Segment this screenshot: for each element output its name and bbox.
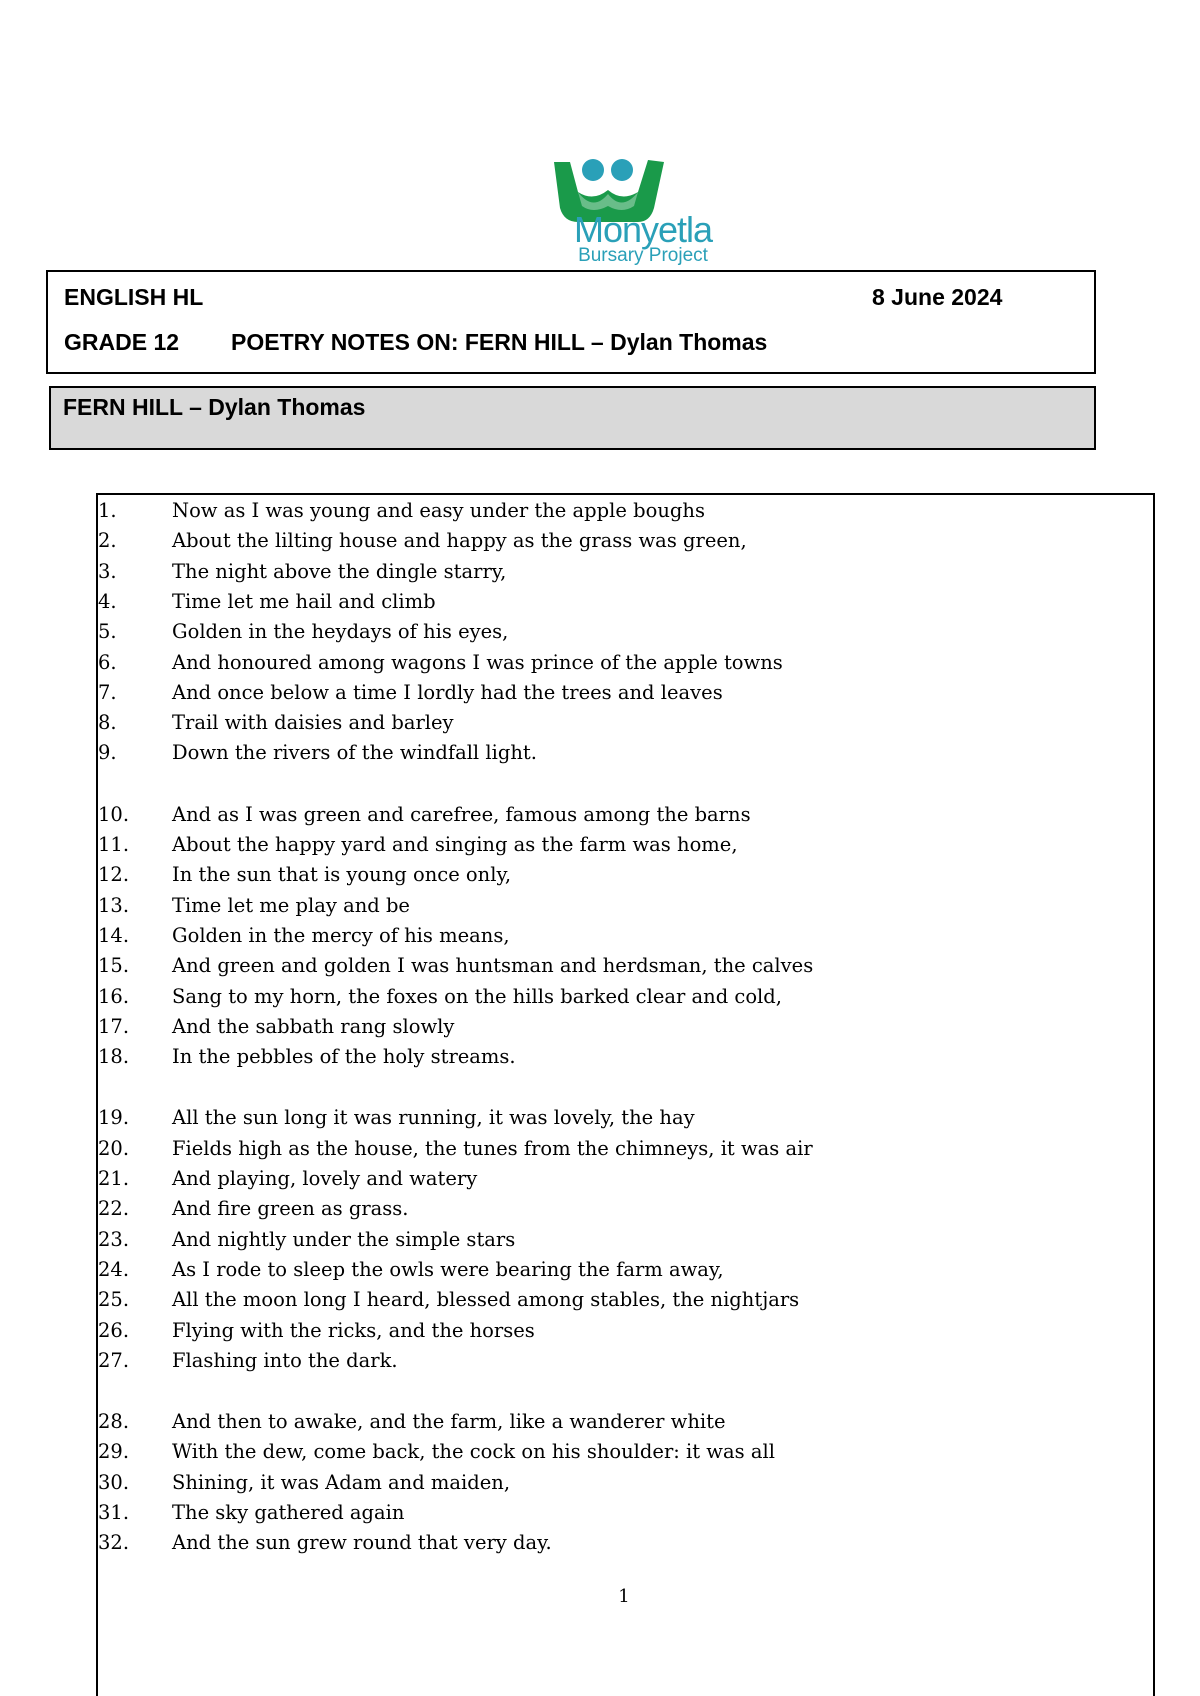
line-text: And nightly under the simple stars xyxy=(172,1227,516,1251)
line-text: Flying with the ricks, and the horses xyxy=(172,1318,535,1342)
line-number: 25. xyxy=(98,1288,130,1312)
poem-line xyxy=(98,1316,1098,1346)
line-text: Time let me play and be xyxy=(172,893,410,917)
line-number: 1. xyxy=(98,499,117,522)
poem-line xyxy=(98,1528,1098,1558)
poem-line xyxy=(98,1346,1098,1376)
line-number: 14. xyxy=(98,923,130,947)
line-number: 22. xyxy=(98,1197,130,1221)
line-text: Sang to my horn, the foxes on the hills barked clear and cold, xyxy=(172,984,782,1008)
poem-line xyxy=(98,1285,1098,1315)
poem-line xyxy=(98,800,1098,830)
poem-line xyxy=(98,587,1098,617)
line-text: Shining, it was Adam and maiden, xyxy=(172,1470,511,1494)
line-number: 15. xyxy=(98,954,130,978)
line-text: And honoured among wagons I was prince of the apple towns xyxy=(172,650,783,674)
poem-line xyxy=(98,1164,1098,1194)
line-number: 21. xyxy=(98,1167,130,1190)
logo-subtitle: Bursary Project xyxy=(578,245,708,266)
line-text: And once below a time I lordly had the trees and leaves xyxy=(172,680,723,704)
line-text: Time let me hail and climb xyxy=(172,589,436,613)
poem-line xyxy=(98,1255,1098,1285)
poem-line xyxy=(98,648,1098,678)
poem-line xyxy=(98,1437,1098,1467)
poem-line xyxy=(98,982,1098,1012)
poem-line xyxy=(98,557,1098,587)
line-text: And fire green as grass. xyxy=(172,1197,409,1221)
line-number: 23. xyxy=(98,1227,130,1251)
line-number: 10. xyxy=(98,802,130,826)
line-number: 7. xyxy=(98,680,117,704)
line-text: Trail with daisies and barley xyxy=(172,711,454,735)
line-number: 3. xyxy=(98,559,117,583)
document-header xyxy=(46,270,1096,374)
line-text: Now as I was young and easy under the apple boughs xyxy=(172,499,705,522)
line-number: 8. xyxy=(98,711,117,735)
subject-label: ENGLISH HL xyxy=(64,284,204,310)
line-number: 12. xyxy=(98,863,130,887)
line-number: 29. xyxy=(98,1440,130,1464)
line-text: And the sabbath rang slowly xyxy=(172,1014,455,1038)
line-number: 31. xyxy=(98,1501,130,1524)
line-number: 27. xyxy=(98,1348,130,1372)
poem-line xyxy=(98,1225,1098,1255)
poem-line xyxy=(98,1498,1098,1528)
line-number: 18. xyxy=(98,1045,130,1069)
poem-title-banner xyxy=(49,386,1096,450)
grade-label: GRADE 12 xyxy=(64,329,180,355)
line-text: As I rode to sleep the owls were bearing the farm away, xyxy=(172,1257,724,1281)
line-number: 4. xyxy=(98,589,117,613)
line-text: Flashing into the dark. xyxy=(172,1348,398,1372)
logo-title: Monyetla xyxy=(573,209,713,250)
poem-line xyxy=(98,830,1098,860)
line-text: In the sun that is young once only, xyxy=(172,863,512,887)
line-text: About the happy yard and singing as the farm was home, xyxy=(172,833,738,856)
poem-line xyxy=(98,496,1098,526)
line-text: And green and golden I was huntsman and herdsman, the calves xyxy=(172,954,814,978)
poem-line xyxy=(98,1042,1098,1072)
line-number: 9. xyxy=(98,741,117,765)
poem-line xyxy=(98,1012,1098,1042)
poem-line xyxy=(98,526,1098,556)
line-number: 30. xyxy=(98,1470,130,1494)
line-number: 26. xyxy=(98,1318,130,1342)
line-number: 32. xyxy=(98,1531,130,1555)
poem-title: FERN HILL – Dylan Thomas xyxy=(63,394,366,420)
line-number: 20. xyxy=(98,1136,130,1160)
line-number: 2. xyxy=(98,529,117,553)
line-text: Golden in the heydays of his eyes, xyxy=(172,620,509,644)
poem-line xyxy=(98,1194,1098,1224)
poem-line xyxy=(98,1103,1098,1133)
poem-line xyxy=(98,708,1098,738)
line-text: Down the rivers of the windfall light. xyxy=(172,741,537,765)
monyetla-logo xyxy=(538,142,718,270)
poem-line xyxy=(98,860,1098,890)
page-number: 1 xyxy=(618,1586,630,1607)
line-number: 13. xyxy=(98,893,130,917)
line-text: And playing, lovely and watery xyxy=(172,1167,478,1190)
line-text: Golden in the mercy of his means, xyxy=(172,923,510,947)
line-text: The sky gathered again xyxy=(172,1501,405,1524)
line-text: All the sun long it was running, it was lovely, the hay xyxy=(172,1106,695,1130)
line-text: All the moon long I heard, blessed among stables, the nightjars xyxy=(172,1288,800,1312)
line-text: And then to awake, and the farm, like a wanderer white xyxy=(172,1410,726,1434)
poem-line xyxy=(98,678,1098,708)
line-number: 11. xyxy=(98,833,130,856)
line-text: And the sun grew round that very day. xyxy=(172,1531,552,1555)
line-number: 17. xyxy=(98,1014,130,1038)
line-text: And as I was green and carefree, famous among the barns xyxy=(172,802,751,826)
line-text: About the lilting house and happy as the grass was green, xyxy=(172,529,747,553)
line-number: 16. xyxy=(98,984,130,1008)
poem-line xyxy=(98,921,1098,951)
line-number: 19. xyxy=(98,1106,130,1130)
line-number: 24. xyxy=(98,1257,130,1281)
line-text: With the dew, come back, the cock on his shoulder: it was all xyxy=(172,1440,775,1464)
notes-title: POETRY NOTES ON: FERN HILL – Dylan Thomas xyxy=(231,329,768,355)
line-number: 6. xyxy=(98,650,117,674)
poem-line xyxy=(98,1134,1098,1164)
line-number: 5. xyxy=(98,620,117,644)
poem-line xyxy=(98,617,1098,647)
poem-line xyxy=(98,738,1098,768)
poem-line xyxy=(98,1407,1098,1437)
document-date: 8 June 2024 xyxy=(872,284,1003,310)
line-text: The night above the dingle starry, xyxy=(172,559,507,583)
line-text: In the pebbles of the holy streams. xyxy=(172,1045,516,1069)
line-text: Fields high as the house, the tunes from the chimneys, it was air xyxy=(172,1136,813,1160)
line-number: 28. xyxy=(98,1410,130,1434)
poem-line xyxy=(98,1468,1098,1498)
poem-line xyxy=(98,951,1098,981)
poem-line xyxy=(98,891,1098,921)
poem-text-box xyxy=(96,493,1155,1696)
